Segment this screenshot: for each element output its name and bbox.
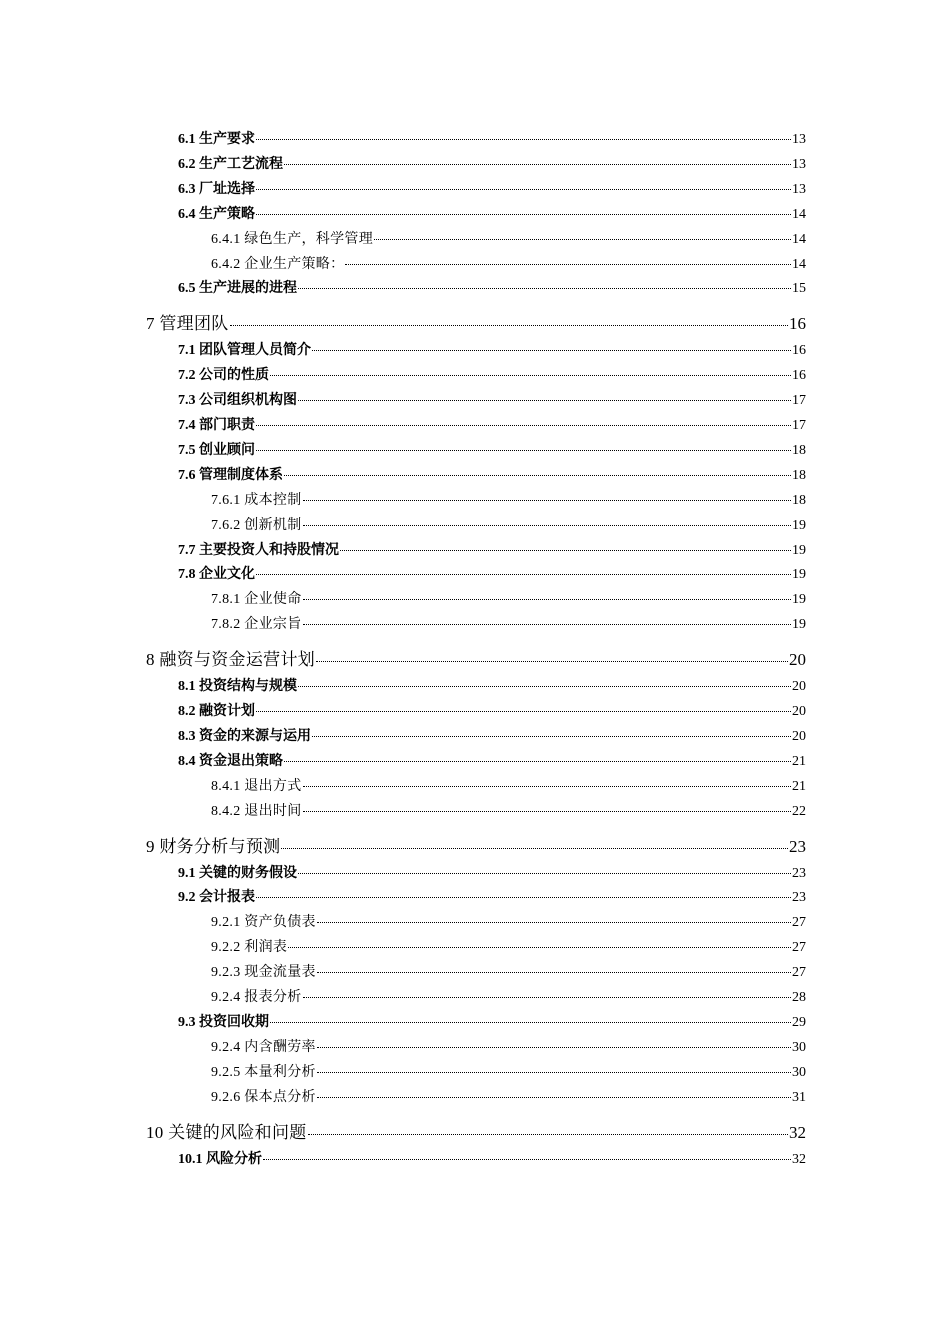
toc-dot-leader [298, 287, 791, 289]
toc-section-entry[interactable] [178, 675, 806, 695]
toc-entry-page-number: 19 [792, 517, 806, 533]
toc-dot-leader [298, 685, 791, 687]
toc-section-entry[interactable] [178, 1011, 806, 1031]
toc-dot-leader [281, 847, 788, 849]
toc-entry-page-number: 18 [792, 467, 806, 483]
toc-subsection-entry[interactable] [211, 1036, 806, 1056]
toc-subsection-entry[interactable] [211, 1086, 806, 1106]
toc-entry-label: 7.8 企业文化 [178, 567, 255, 583]
toc-entry-label: 6.3 厂址选择 [178, 181, 255, 197]
toc-section-entry[interactable] [178, 203, 806, 223]
toc-entry-page-number: 16 [789, 314, 806, 334]
toc-entry-page-number: 19 [792, 567, 806, 583]
toc-entry-page-number: 27 [792, 940, 806, 956]
toc-dot-leader [317, 1071, 791, 1073]
toc-dot-leader [288, 946, 791, 948]
toc-dot-leader [256, 896, 791, 898]
toc-entry-page-number: 28 [792, 990, 806, 1005]
toc-entry-page-number: 19 [792, 542, 806, 558]
toc-dot-leader [317, 921, 791, 923]
toc-dot-leader [284, 760, 791, 762]
toc-entry-page-number: 27 [792, 965, 806, 981]
toc-chapter-entry[interactable] [146, 832, 806, 857]
toc-entry-label: 7.7 主要投资人和持股情况 [178, 542, 339, 558]
toc-entry-label: 8 融资与资金运营计划 [146, 650, 316, 670]
toc-dot-leader [256, 449, 791, 451]
toc-entry-label: 8.4.1 退出方式 [211, 778, 302, 794]
toc-dot-leader [256, 138, 791, 140]
toc-dot-leader [256, 424, 791, 426]
toc-subsection-entry[interactable] [211, 588, 806, 608]
toc-dot-leader [284, 474, 791, 476]
toc-subsection-entry[interactable] [211, 936, 806, 956]
toc-entry-label: 6.4 生产策略 [178, 206, 255, 222]
toc-entry-page-number: 13 [792, 132, 806, 147]
toc-entry-label: 6.5 生产进展的进程 [178, 281, 297, 297]
toc-entry-page-number: 21 [792, 778, 806, 794]
toc-entry-label: 8.4.2 退出时间 [211, 803, 302, 819]
toc-section-entry[interactable] [178, 700, 806, 720]
toc-entry-label: 8.1 投资结构与规模 [178, 679, 297, 695]
toc-dot-leader [317, 971, 791, 973]
toc-section-entry[interactable] [178, 128, 806, 148]
toc-dot-leader [303, 996, 792, 998]
toc-dot-leader [303, 785, 792, 787]
toc-entry-page-number: 32 [792, 1151, 806, 1167]
toc-section-entry[interactable] [178, 862, 806, 882]
toc-entry-label: 9.2.6 保本点分析 [211, 1089, 316, 1105]
toc-entry-page-number: 32 [789, 1122, 806, 1142]
toc-entry-page-number: 15 [792, 281, 806, 297]
toc-section-entry[interactable] [178, 750, 806, 770]
toc-entry-label: 8.3 资金的来源与运用 [178, 728, 311, 744]
toc-entry-page-number: 14 [792, 231, 806, 247]
toc-entry-page-number: 30 [792, 1039, 806, 1055]
toc-dot-leader [303, 524, 792, 526]
toc-entry-label: 9.2.3 现金流量表 [211, 965, 316, 981]
toc-entry-label: 9.3 投资回收期 [178, 1014, 269, 1030]
toc-entry-label: 7.6.1 成本控制 [211, 492, 302, 508]
toc-section-entry[interactable] [178, 886, 806, 906]
toc-subsection-entry[interactable] [211, 775, 806, 795]
toc-section-entry[interactable] [178, 539, 806, 559]
toc-entry-label: 9.2.5 本量利分析 [211, 1064, 316, 1080]
toc-section-entry[interactable] [178, 725, 806, 745]
toc-entry-page-number: 31 [792, 1089, 806, 1105]
toc-section-entry[interactable] [178, 153, 806, 173]
toc-entry-label: 7.6 管理制度体系 [178, 467, 283, 483]
toc-dot-leader [303, 623, 792, 625]
toc-dot-leader [270, 374, 791, 376]
toc-entry-label: 6.4.2 企业生产策略： [211, 256, 345, 272]
toc-entry-page-number: 30 [792, 1064, 806, 1080]
toc-subsection-entry[interactable] [211, 228, 806, 248]
toc-entry-page-number: 27 [792, 915, 806, 931]
toc-subsection-entry[interactable] [211, 514, 806, 534]
toc-section-entry[interactable] [178, 439, 806, 459]
toc-dot-leader [317, 1046, 791, 1048]
toc-dot-leader [256, 213, 791, 215]
toc-dot-leader [298, 399, 791, 401]
toc-entry-page-number: 18 [792, 442, 806, 458]
toc-entry-label: 8.2 融资计划 [178, 704, 255, 719]
toc-subsection-entry[interactable] [211, 911, 806, 931]
toc-entry-page-number: 23 [792, 865, 806, 881]
toc-section-entry[interactable] [178, 277, 806, 297]
toc-section-entry[interactable] [178, 464, 806, 484]
toc-section-entry[interactable] [178, 389, 806, 409]
toc-entry-label: 7.6.2 创新机制 [211, 517, 302, 533]
toc-entry-label: 7.3 公司组织机构图 [178, 393, 297, 409]
toc-entry-page-number: 21 [792, 753, 806, 769]
toc-entry-label: 7.1 团队管理人员简介 [178, 343, 311, 359]
toc-entry-label: 10 关键的风险和问题 [146, 1122, 307, 1142]
toc-chapter-entry[interactable] [146, 309, 806, 334]
toc-subsection-entry[interactable] [211, 253, 806, 273]
toc-section-entry[interactable] [178, 178, 806, 198]
toc-entry-page-number: 20 [789, 650, 806, 670]
toc-entry-page-number: 18 [792, 492, 806, 508]
toc-entry-label: 7.8.2 企业宗旨 [211, 617, 302, 633]
toc-entry-label: 9.2 会计报表 [178, 890, 255, 906]
toc-entry-page-number: 20 [792, 728, 806, 744]
toc-dot-leader [317, 1096, 791, 1098]
toc-dot-leader [374, 238, 791, 240]
toc-entry-page-number: 19 [792, 592, 806, 608]
toc-subsection-entry[interactable] [211, 961, 806, 981]
toc-entry-label: 7.5 创业顾问 [178, 442, 255, 458]
toc-entry-page-number: 17 [792, 393, 806, 409]
toc-entry-label: 9.2.4 报表分析 [211, 990, 302, 1005]
toc-entry-label: 7.2 公司的性质 [178, 368, 269, 384]
toc-entry-page-number: 14 [792, 256, 806, 272]
toc-entry-label: 6.1 生产要求 [178, 132, 255, 147]
toc-section-entry[interactable] [178, 414, 806, 434]
toc-entry-label: 8.4 资金退出策略 [178, 753, 283, 769]
toc-chapter-entry[interactable] [146, 645, 806, 670]
toc-dot-leader [312, 735, 791, 737]
toc-entry-page-number: 16 [792, 368, 806, 384]
toc-dot-leader [230, 324, 788, 326]
toc-dot-leader [256, 573, 791, 575]
toc-subsection-entry[interactable] [211, 1061, 806, 1081]
toc-entry-page-number: 13 [792, 156, 806, 172]
toc-section-entry[interactable] [178, 1148, 806, 1168]
toc-dot-leader [303, 810, 792, 812]
toc-entry-label: 9.1 关键的财务假设 [178, 865, 297, 881]
toc-entry-page-number: 17 [792, 418, 806, 433]
toc-entry-page-number: 29 [792, 1014, 806, 1030]
toc-entry-page-number: 23 [789, 836, 806, 856]
toc-dot-leader [263, 1158, 791, 1160]
toc-entry-page-number: 20 [792, 679, 806, 695]
toc-section-entry[interactable] [178, 563, 806, 583]
toc-dot-leader [312, 349, 791, 351]
toc-entry-page-number: 22 [792, 803, 806, 819]
toc-entry-label: 10.1 风险分析 [178, 1151, 262, 1167]
toc-entry-label: 7.4 部门职责 [178, 418, 255, 433]
toc-subsection-entry[interactable] [211, 613, 806, 633]
toc-entry-label: 7.8.1 企业使命 [211, 592, 302, 608]
toc-entry-label: 9.2.2 利润表 [211, 940, 288, 956]
toc-subsection-entry[interactable] [211, 986, 806, 1006]
toc-entry-label: 9.2.4 内含酬劳率 [211, 1039, 316, 1055]
toc-entry-label: 9 财务分析与预测 [146, 836, 281, 856]
toc-entry-page-number: 19 [792, 617, 806, 633]
toc-entry-page-number: 16 [792, 343, 806, 359]
toc-entry-label: 9.2.1 资产负债表 [211, 915, 316, 931]
toc-entry-page-number: 23 [792, 890, 806, 906]
toc-entry-page-number: 13 [792, 181, 806, 197]
toc-subsection-entry[interactable] [211, 800, 806, 820]
toc-dot-leader [316, 660, 788, 662]
toc-chapter-entry[interactable] [146, 1118, 806, 1143]
toc-dot-leader [340, 549, 791, 551]
toc-dot-leader [256, 188, 791, 190]
toc-dot-leader [303, 499, 792, 501]
toc-entry-label: 7 管理团队 [146, 314, 229, 334]
toc-section-entry[interactable] [178, 364, 806, 384]
toc-section-entry[interactable] [178, 339, 806, 359]
toc-dot-leader [303, 598, 792, 600]
toc-dot-leader [270, 1021, 791, 1023]
toc-entry-label: 6.4.1 绿色生产，科学管理 [211, 231, 373, 247]
toc-dot-leader [284, 163, 791, 165]
toc-dot-leader [256, 710, 791, 712]
toc-dot-leader [308, 1133, 788, 1135]
toc-entry-page-number: 14 [792, 206, 806, 222]
toc-dot-leader [345, 263, 791, 265]
toc-entry-label: 6.2 生产工艺流程 [178, 156, 283, 172]
toc-subsection-entry[interactable] [211, 489, 806, 509]
toc-entry-page-number: 20 [792, 704, 806, 719]
toc-dot-leader [298, 872, 791, 874]
